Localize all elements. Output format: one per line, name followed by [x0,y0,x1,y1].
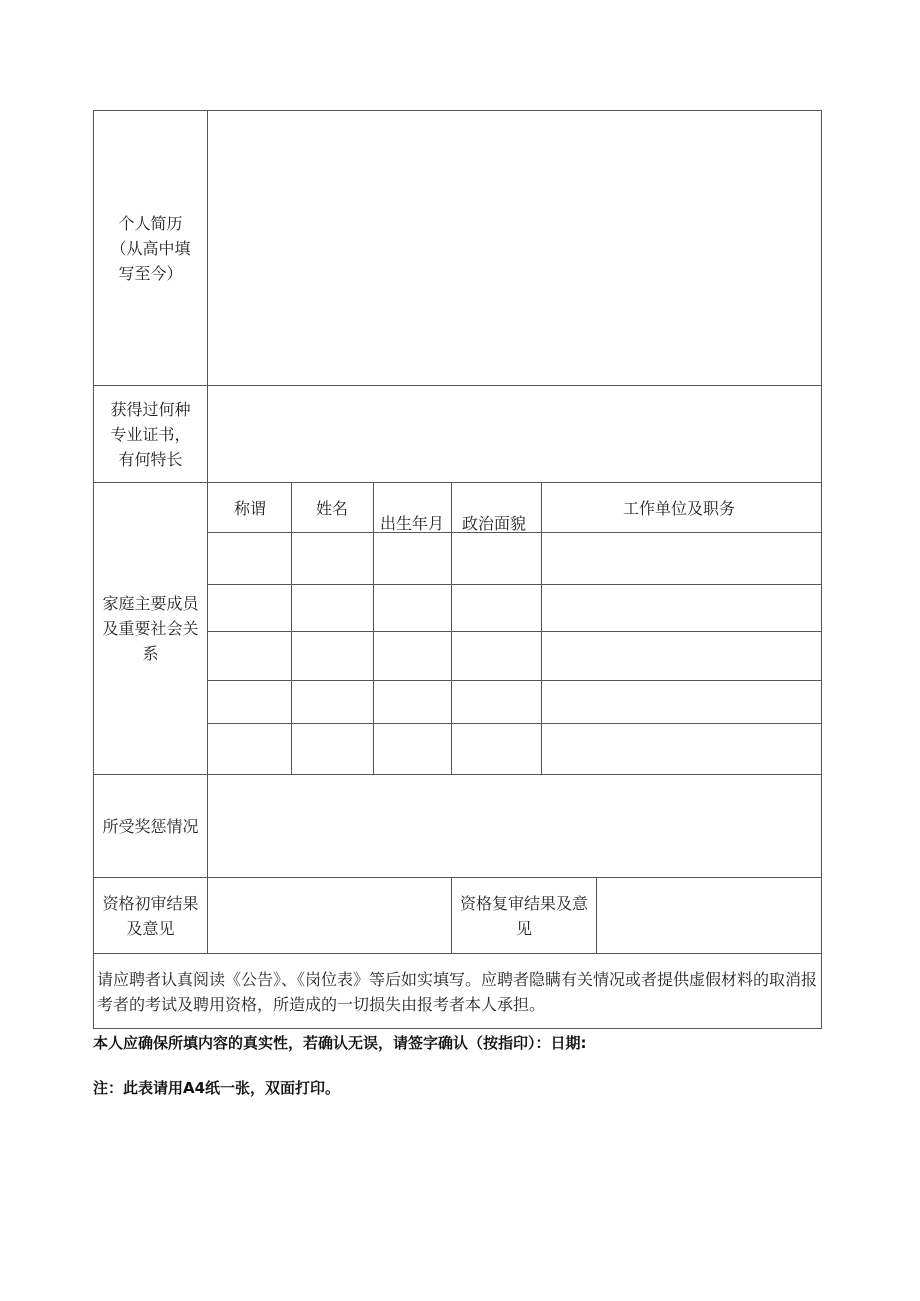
second-review-label-line1: 资格复审结果及意 [459,893,588,913]
family-row-4[interactable] [208,681,821,723]
confirm-statement: 本人应确保所填内容的真实性，若确认无误，请签字确认（按指印）：日期: [93,1034,587,1052]
family-row-3[interactable] [208,632,821,680]
rewards-field[interactable] [208,775,821,877]
resume-label-line3: 写至今） [118,263,183,283]
rewards-label-text: 所受奖惩情况 [102,816,199,836]
certificates-label [94,386,207,482]
resume-field[interactable] [208,111,821,385]
certificates-label-line2: 专业证书， [110,424,191,444]
family-label-line1: 家庭主要成员 [102,594,199,613]
print-note: 注：此表请用A4纸一张，双面打印。 [93,1079,341,1097]
family-header-name: 姓名 [316,499,349,518]
certificates-field[interactable] [208,386,821,482]
family-header-political: 政治面貌 [462,514,527,533]
family-row-2[interactable] [208,585,821,631]
notice-text: 请应聘者认真阅读《公告》、《岗位表》等后如实填写。应聘者隐瞒有关情况或者提供虚假材料的取消报考者的考试及聘用资格，所造成的一切损失由报考者本人承担。 [97,970,818,1014]
family-row-1[interactable] [208,533,821,584]
initial-review-label [94,878,207,953]
certificates-label-line3: 有何特长 [118,449,183,469]
family-header-work: 工作单位及职务 [623,499,736,518]
rewards-label [94,775,207,877]
second-review-label [452,878,596,953]
resume-label-line1: 个人简历 [118,213,183,233]
family-label-line3: 系 [142,644,159,663]
initial-review-label-line1: 资格初审结果 [102,893,199,913]
initial-review-field[interactable] [208,878,451,953]
second-review-field[interactable] [597,878,821,953]
certificates-label-line1: 获得过何种 [110,399,191,419]
divider [93,953,822,954]
family-header-relation: 称谓 [234,499,267,518]
second-review-label-line2: 见 [515,918,532,938]
initial-review-label-line2: 及意见 [126,918,175,938]
family-row-5[interactable] [208,724,821,774]
resume-label [94,111,207,385]
resume-label-line2: （从高中填 [110,238,191,258]
family-header-birth: 出生年月 [380,514,445,533]
family-label [94,483,207,774]
family-label-line2: 及重要社会关 [102,619,199,638]
